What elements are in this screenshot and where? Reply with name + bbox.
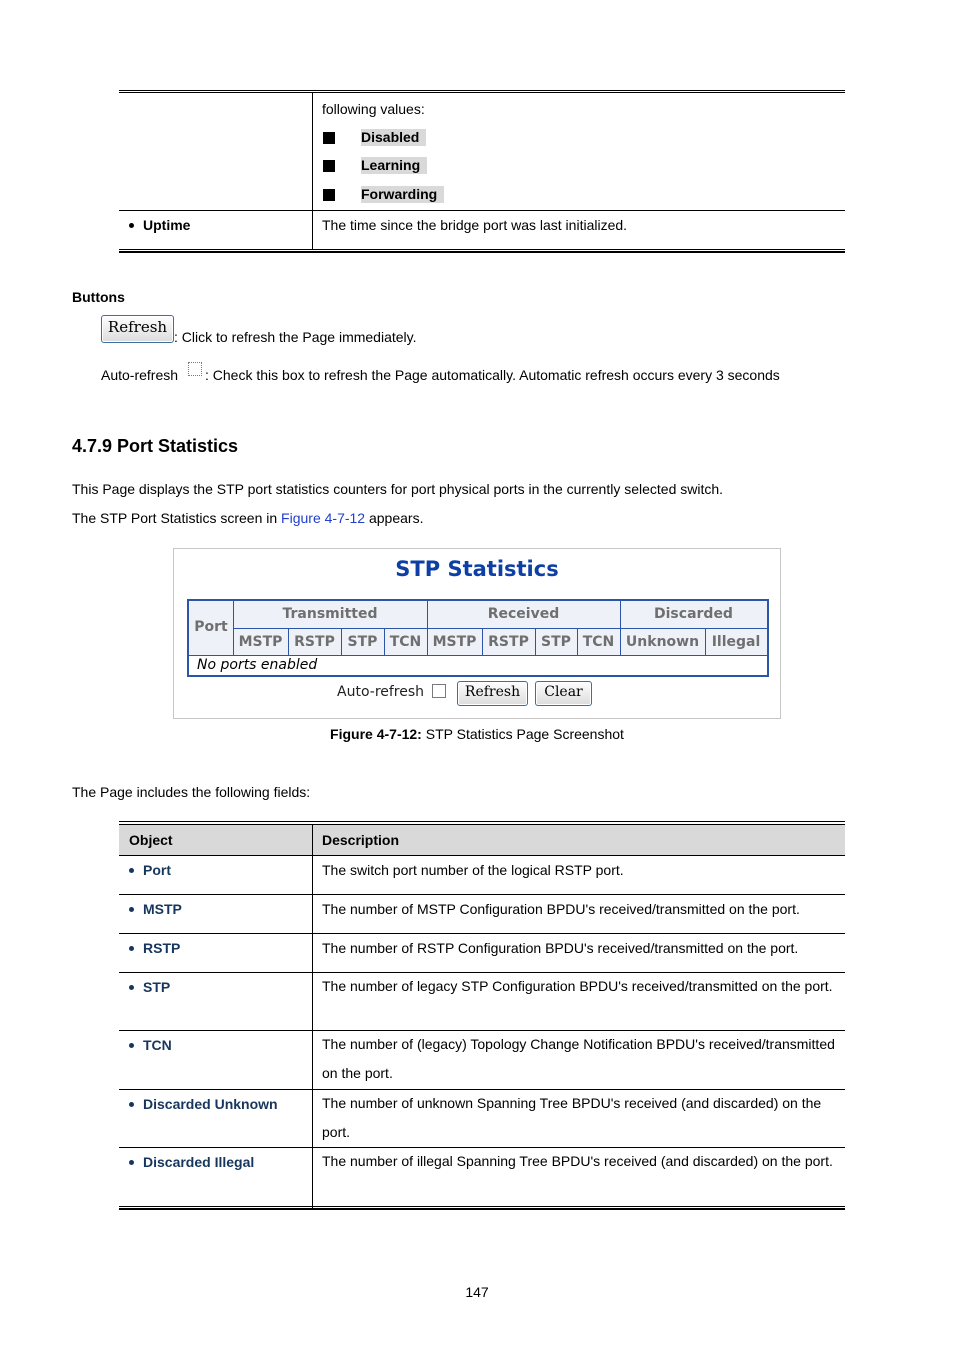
state-intro: following values: <box>322 101 425 117</box>
discarded-illegal-header: Illegal <box>711 634 761 650</box>
table-bottom-rule <box>119 249 845 253</box>
received-group-header: Received <box>487 606 560 622</box>
object-rstp: RSTP <box>129 940 180 956</box>
description-discarded-illegal: The number of illegal Spanning Tree BPDU's received (and discarded) on the port. <box>322 1153 833 1169</box>
section-paragraph: This Page displays the STP port statistics counters for port physical ports in the currently selected switch. <box>72 481 724 497</box>
description-rstp: The number of RSTP Configuration BPDU's received/transmitted on the port. <box>322 940 799 956</box>
auto-refresh-description: : Check this box to refresh the Page automatically. Automatic refresh occurs every 3 seconds <box>205 367 780 383</box>
table-top-rule <box>119 90 845 93</box>
fig-auto-refresh-checkbox[interactable] <box>432 684 446 698</box>
tx-tcn-header: TCN <box>389 634 422 650</box>
object-stp: STP <box>129 979 170 995</box>
description-discarded-unknown: The number of unknown Spanning Tree BPDU's received (and discarded) on the port. <box>322 1095 822 1140</box>
discarded-group-header: Discarded <box>654 606 733 622</box>
state-forwarding: Forwarding <box>361 186 444 203</box>
object-port: Port <box>129 862 171 878</box>
fields-intro: The Page includes the following fields: <box>72 784 311 800</box>
figure-reference-paragraph: The STP Port Statistics screen in Figure 4-7-12 appears. <box>72 510 424 526</box>
tx-rstp-header: RSTP <box>294 634 335 650</box>
bullet-square-icon <box>323 160 335 172</box>
figure-caption: Figure 4-7-12: STP Statistics Page Screenshot <box>330 726 624 742</box>
header-bottom-line <box>189 655 767 656</box>
state-learning: Learning <box>361 157 427 174</box>
uptime-object: Uptime <box>129 217 190 233</box>
tx-stp-header: STP <box>347 634 378 650</box>
description-mstp: The number of MSTP Configuration BPDU's received/transmitted on the port. <box>322 901 800 917</box>
description-stp: The number of legacy STP Configuration BPDU's received/transmitted on the port. <box>322 978 833 994</box>
rx-stp-header: STP <box>541 634 571 650</box>
tx-mstp-header: MSTP <box>238 634 283 650</box>
stp-statistics-title: STP Statistics <box>395 557 559 581</box>
section-title: 4.7.9 Port Statistics <box>72 436 239 456</box>
stp-statistics-table <box>187 599 769 677</box>
table-header-background <box>119 825 845 855</box>
header-description: Description <box>322 832 400 848</box>
state-disabled: Disabled <box>361 129 426 146</box>
bullet-dot-icon <box>129 946 134 951</box>
object-discarded-illegal: Discarded Illegal <box>129 1154 254 1170</box>
port-column-header: Port <box>194 619 228 635</box>
rx-tcn-header: TCN <box>582 634 615 650</box>
bullet-dot-icon <box>129 1043 134 1048</box>
stp-statistics-screenshot <box>173 548 781 719</box>
auto-refresh-checkbox[interactable] <box>188 362 202 376</box>
object-mstp: MSTP <box>129 901 182 917</box>
bullet-dot-icon <box>129 1102 134 1107</box>
state-values-table <box>119 90 845 253</box>
discarded-unknown-header: Unknown <box>625 634 700 650</box>
fig-auto-refresh-label: Auto-refresh <box>337 684 425 700</box>
rx-rstp-header: RSTP <box>488 634 529 650</box>
bullet-square-icon <box>323 189 335 201</box>
page-number: 147 <box>465 1284 489 1300</box>
refresh-button[interactable]: Refresh <box>101 315 174 343</box>
bullet-dot-icon <box>129 1160 134 1165</box>
column-divider <box>312 825 313 1208</box>
description-tcn: The number of (legacy) Topology Change Notification BPDU's received/transmitted on the port. <box>322 1036 835 1081</box>
bullet-square-icon <box>323 132 335 144</box>
column-divider <box>312 93 313 250</box>
bullet-dot-icon <box>129 907 134 912</box>
bullet-dot-icon <box>129 868 134 873</box>
fig-clear-button[interactable]: Clear <box>535 681 592 706</box>
rx-mstp-header: MSTP <box>432 634 477 650</box>
row-divider <box>119 210 845 211</box>
description-port: The switch port number of the logical RSTP port. <box>322 862 624 878</box>
bullet-dot-icon <box>129 985 134 990</box>
group-row-line <box>233 628 767 629</box>
table-bottom-rule <box>119 1206 845 1210</box>
refresh-description: : Click to refresh the Page immediately. <box>174 329 417 345</box>
bullet-dot-icon <box>129 223 134 228</box>
buttons-heading: Buttons <box>72 289 125 305</box>
object-discarded-unknown: Discarded Unknown <box>129 1096 278 1112</box>
auto-refresh-label: Auto-refresh <box>101 367 179 383</box>
object-tcn: TCN <box>129 1037 172 1053</box>
figure-link[interactable]: Figure 4-7-12 <box>281 510 366 526</box>
no-ports-message: No ports enabled <box>197 657 318 673</box>
uptime-description: The time since the bridge port was last initialized. <box>322 217 628 233</box>
header-object: Object <box>129 832 173 848</box>
fig-refresh-button[interactable]: Refresh <box>457 681 528 706</box>
transmitted-group-header: Transmitted <box>282 606 378 622</box>
